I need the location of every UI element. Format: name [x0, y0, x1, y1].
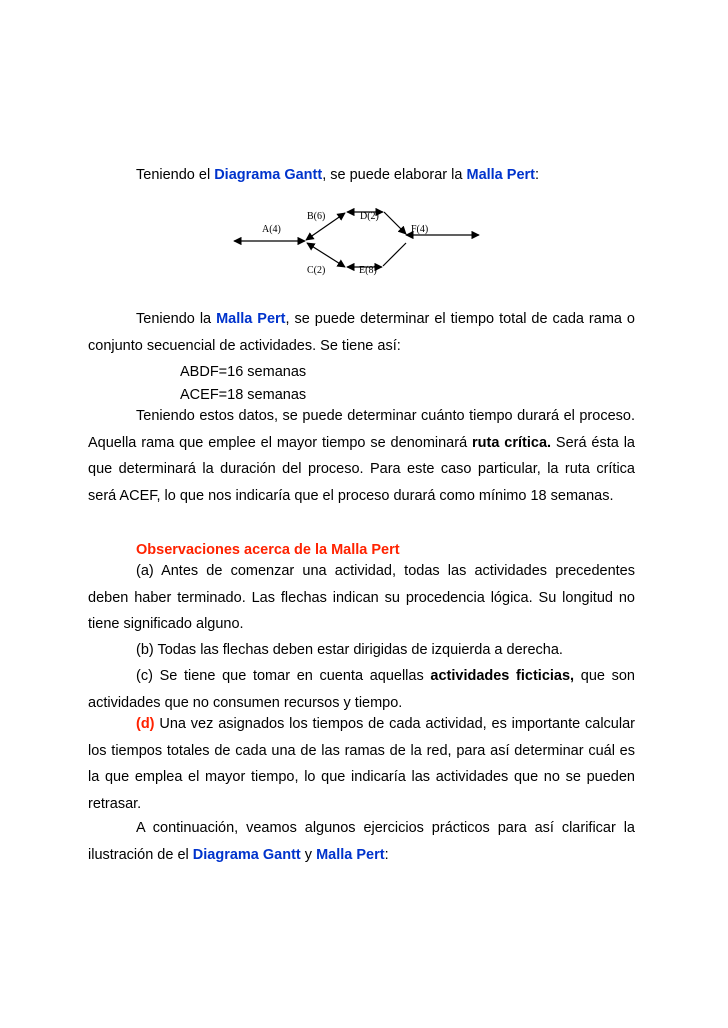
obs-c-text-end: que son actividades que no consumen recursos y tiempo.	[88, 668, 635, 711]
label-d: D(2)	[360, 211, 379, 222]
obs-d-text: Una vez asignados los tiempos de cada actividad, es importante calcular los tiempos totales de cada una de las ramas de la red, para así determinar cuál es la que emplea el mayor tiempo, lo que indicaría las actividades que no se pueden retrasar.	[88, 716, 635, 813]
final-text: A continuación, veamos algunos ejercicios prácticos para así clarificar la ilustración de el	[88, 820, 635, 863]
final-text-mid: y	[300, 846, 317, 863]
arrow-c	[307, 243, 345, 267]
diagrama-gantt-term: Diagrama Gantt	[192, 846, 301, 863]
intro-text-end: :	[534, 167, 540, 183]
label-f: F(4)	[411, 224, 429, 235]
intro-line	[136, 165, 539, 185]
observations-heading-text: Observaciones acerca de la Malla Pert	[136, 542, 400, 558]
arrow-d-f-link	[384, 212, 406, 234]
obs-c-text: (c) Se tiene que tomar en cuenta aquellas	[136, 668, 431, 684]
observation-a: (a) Antes de comenzar una actividad, todas las actividades precedentes deben haber terminado. Las flechas indican su procedencia lógica. Su longitud no tiene significado alguno.	[88, 563, 635, 633]
diagrama-gantt-term: Diagrama Gantt	[214, 167, 323, 183]
arrow-e-f-link	[383, 243, 406, 266]
actividades-ficticias-term: actividades ficticias,	[430, 668, 575, 684]
route-abdf: ABDF=16 semanas	[180, 364, 307, 380]
paragraph-final	[88, 815, 635, 868]
intro-text: Teniendo el	[136, 167, 215, 183]
paragraph-ruta-critica	[88, 403, 635, 510]
intro-text-mid: , se puede elaborar la	[322, 167, 467, 183]
paragraph-malla-pert	[88, 306, 635, 359]
observation-b: (b) Todas las flechas deben estar dirigidas de izquierda a derecha.	[136, 642, 563, 658]
para3-text: Teniendo estos datos, se puede determinar cuánto tiempo durará el proceso. Aquella rama que emplee el mayor tiempo se denominará	[88, 408, 635, 451]
malla-pert-term: Malla Pert	[466, 167, 535, 183]
pert-network-diagram	[228, 200, 484, 282]
observation-d	[88, 711, 635, 818]
obs-d-label: (d)	[136, 716, 155, 732]
malla-pert-term: Malla Pert	[316, 846, 385, 863]
observation-c	[88, 663, 635, 716]
observations-heading	[136, 540, 400, 560]
para2-text: Teniendo la	[136, 311, 217, 327]
para3-text-end: Será ésta la que determinará la duración del proceso. Para este caso particular, la ruta crítica será ACEF, lo que nos indicaría que el proceso durará como mínimo 18 semanas.	[88, 434, 635, 505]
ruta-critica-term: ruta crítica.	[472, 434, 552, 451]
route-acef: ACEF=18 semanas	[180, 387, 307, 403]
label-a: A(4)	[262, 224, 281, 235]
para2-text-end: , se puede determinar el tiempo total de cada rama o conjunto secuencial de actividades. Se tiene así:	[88, 311, 635, 354]
label-e: E(8)	[359, 265, 377, 276]
malla-pert-term: Malla Pert	[216, 311, 286, 327]
label-b: B(6)	[307, 211, 326, 222]
final-text-end: :	[384, 846, 389, 863]
label-c: C(2)	[307, 265, 326, 276]
